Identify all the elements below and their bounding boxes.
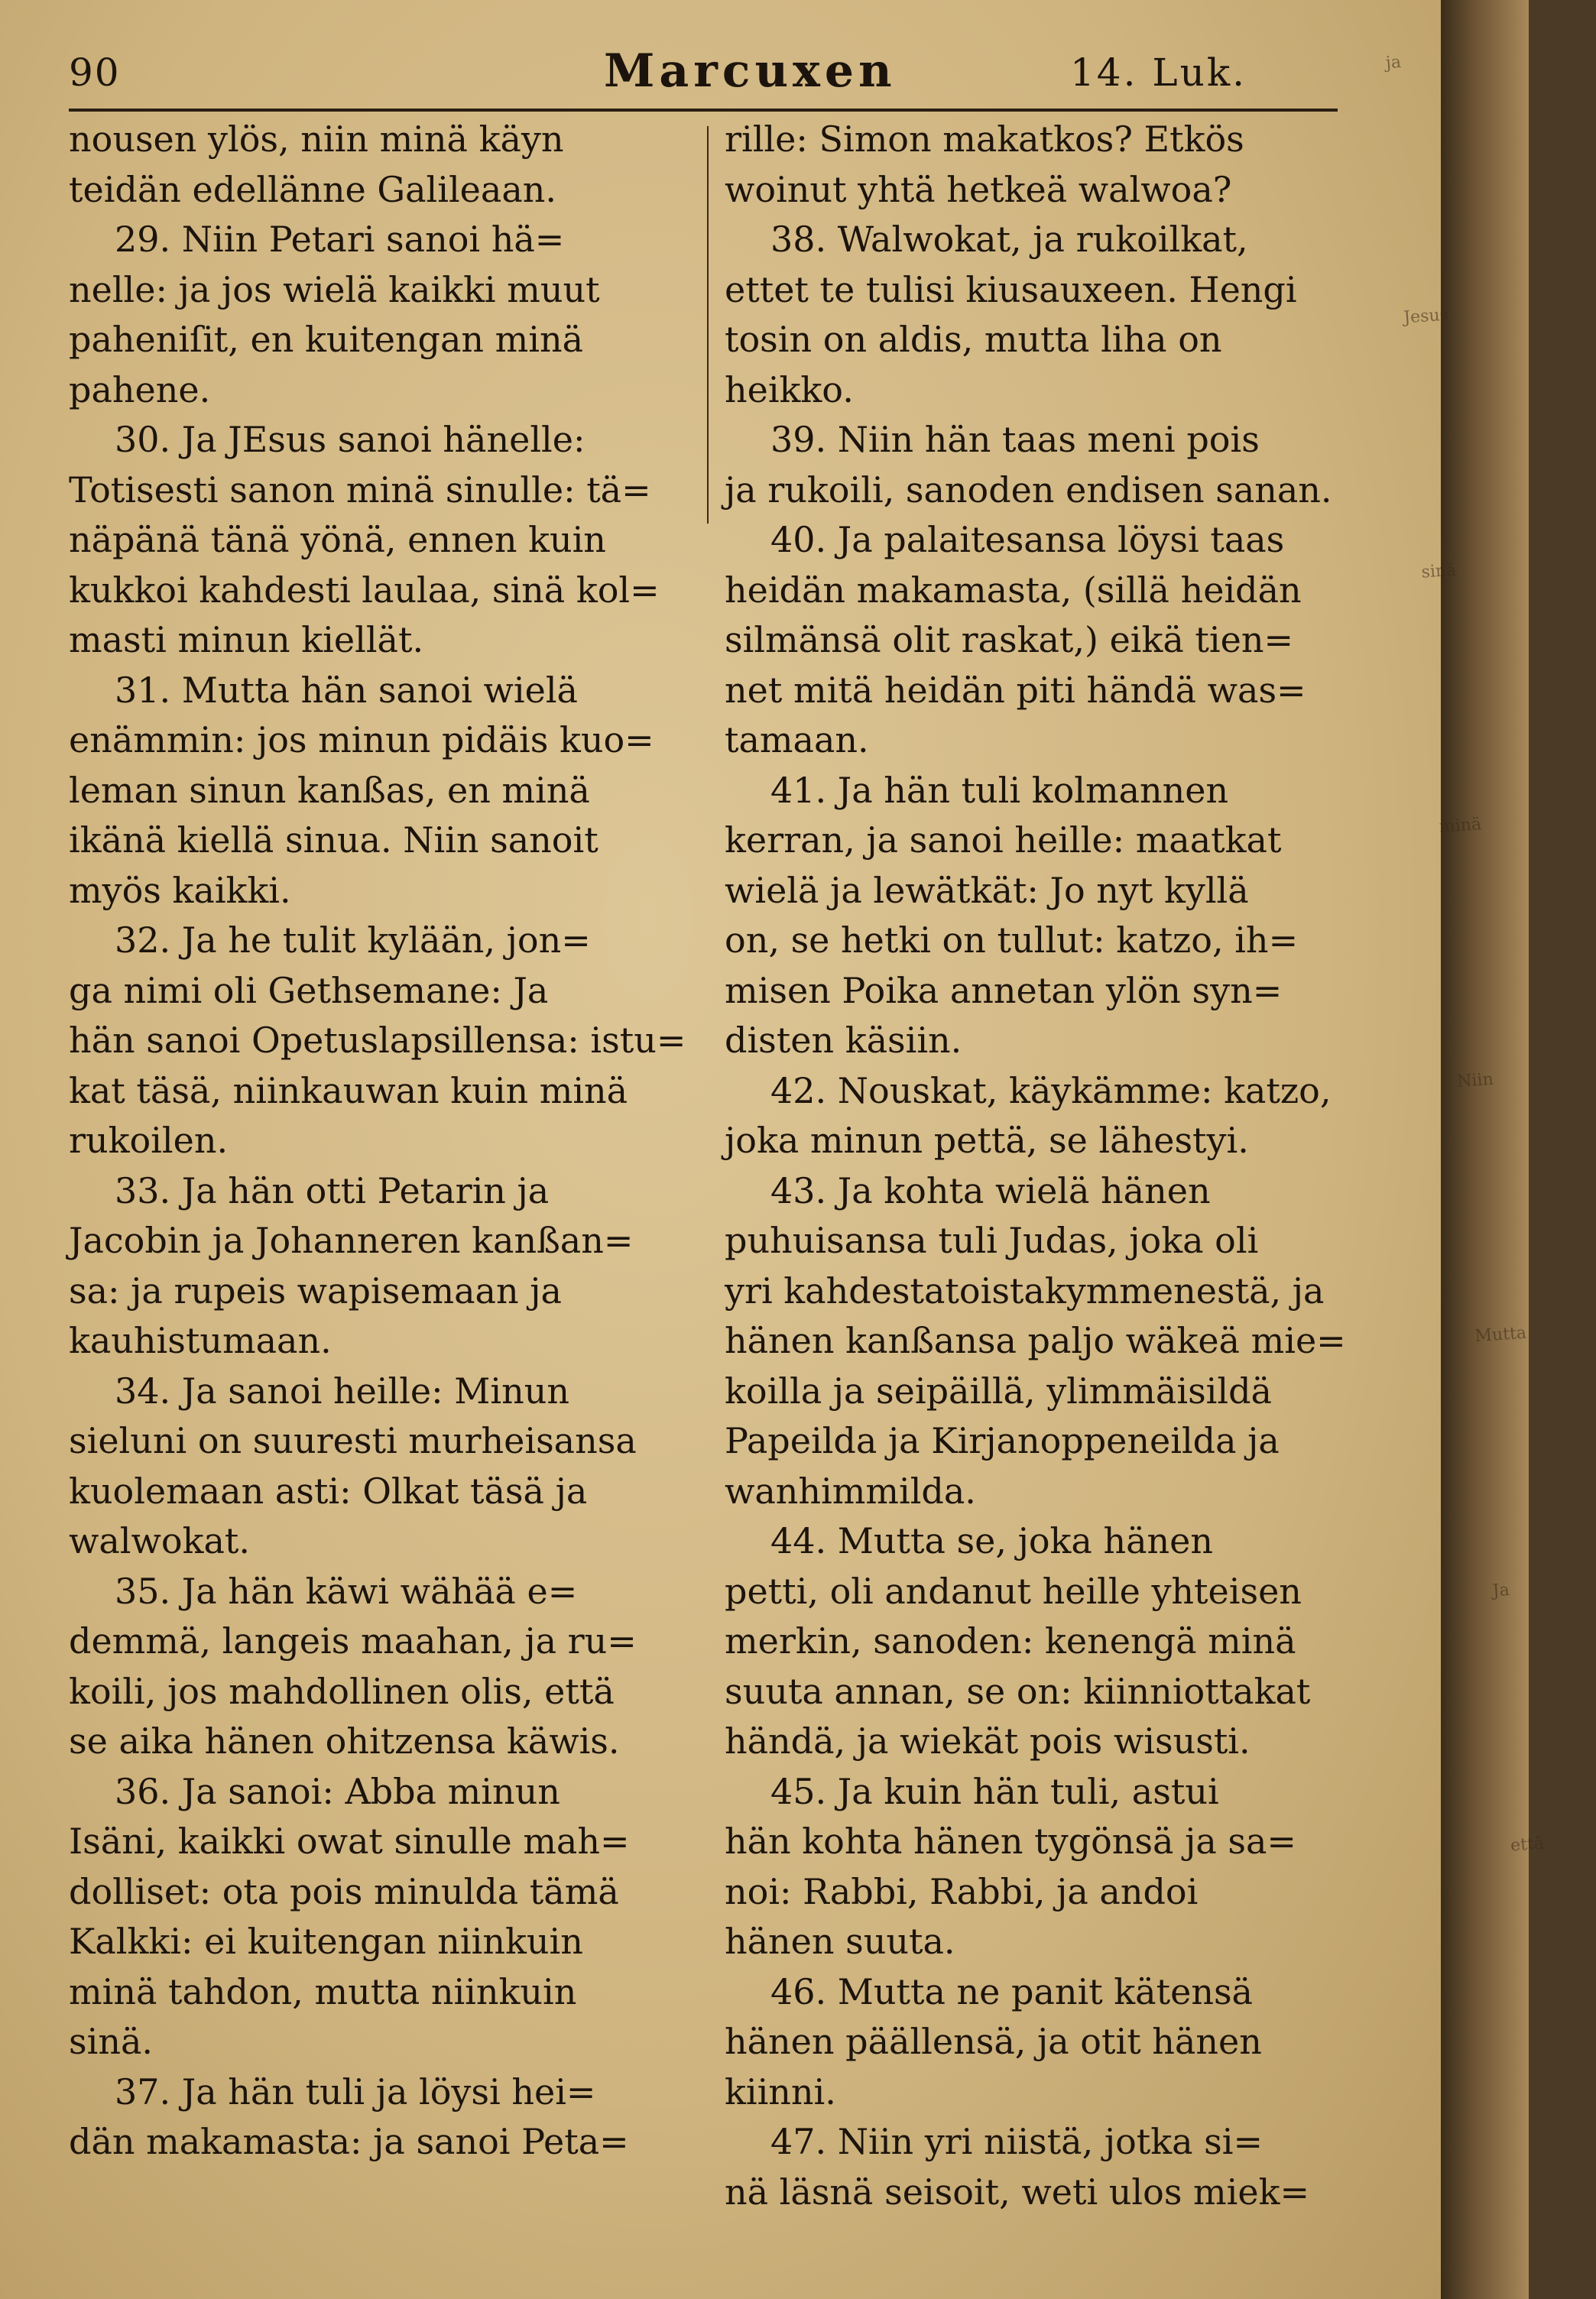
text-line: minä tahdon, mutta niinkuin — [69, 1970, 577, 2012]
text-line: nousen ylös, niin minä käyn — [69, 118, 564, 160]
text-line: suuta annan, se on: kiinniottakat — [725, 1670, 1311, 1712]
text-line: woinut yhtä hetkeä walwoa? — [725, 168, 1232, 210]
text-line: 29. Niin Petari sanoi hä= — [115, 219, 565, 260]
text-line: sinä. — [69, 2021, 153, 2062]
text-line: koili, jos mahdollinen olis, että — [69, 1670, 615, 1712]
text-line: 33. Ja hän otti Petarin ja — [115, 1169, 550, 1211]
text-line: hän sanoi Opetuslapsillensa: istu= — [69, 1020, 686, 1061]
text-line: heikko. — [725, 368, 854, 410]
text-line: merkin, sanoden: kenengä minä — [725, 1620, 1296, 1662]
margin-fragment: Mutta — [1474, 1323, 1527, 1347]
text-line: on, se hetki on tullut: katzo, ih= — [725, 919, 1299, 961]
text-line: Papeilda ja Kirjanoppeneilda ja — [725, 1420, 1280, 1461]
facing-page-edge — [1385, 0, 1545, 2299]
text-line: ja rukoili, sanoden endisen sanan. — [725, 469, 1332, 511]
text-line: enämmin: jos minun pidäis kuo= — [69, 719, 654, 760]
running-title: Marcuxen — [604, 44, 897, 98]
margin-fragment: minä — [1439, 815, 1482, 837]
text-line: se aika hänen ohitzensa käwis. — [69, 1720, 620, 1762]
text-line: kauhistumaan. — [69, 1320, 332, 1361]
header-rule — [69, 109, 1338, 112]
text-line: Isäni, kaikki owat sinulle mah= — [69, 1821, 630, 1862]
text-line: misen Poika annetan ylön syn= — [725, 969, 1283, 1011]
text-line: silmänsä olit raskat,) eikä tien= — [725, 619, 1294, 660]
chapter-reference: 14. Luk. — [1070, 50, 1247, 95]
text-line: 41. Ja hän tuli kolmannen — [770, 769, 1229, 811]
text-line: heidän makamasta, (sillä heidän — [725, 569, 1302, 611]
text-line: 35. Ja hän käwi wähää e= — [115, 1570, 578, 1612]
text-line: walwokat. — [69, 1520, 250, 1561]
margin-fragment: Niin — [1456, 1069, 1494, 1092]
margin-fragment: ja — [1385, 52, 1402, 73]
text-line: 32. Ja he tulit kylään, jon= — [115, 919, 591, 961]
text-line: wielä ja lewätkät: Jo nyt kyllä — [725, 869, 1249, 911]
text-line: hänen kanßansa paljo wäkeä mie= — [725, 1320, 1346, 1361]
text-line: pahene. — [69, 368, 211, 410]
text-line: 37. Ja hän tuli ja löysi hei= — [115, 2070, 596, 2113]
text-line: sa: ja rupeis wapisemaan ja — [69, 1269, 562, 1312]
text-line: 40. Ja palaitesansa löysi taas — [770, 519, 1285, 560]
text-line: leman sinun kanßas, en minä — [69, 769, 590, 811]
text-line: 38. Walwokat, ja rukoilkat, — [770, 219, 1248, 260]
text-line: teidän edellänne Galileaan. — [69, 168, 557, 210]
text-line: hän kohta hänen tygönsä ja sa= — [725, 1821, 1296, 1862]
text-line: petti, oli andanut heille yhteisen — [725, 1570, 1302, 1612]
text-line: 45. Ja kuin hän tuli, astui — [770, 1770, 1219, 1812]
text-line: kat täsä, niinkauwan kuin minä — [69, 1069, 628, 1111]
text-line: 47. Niin yri niistä, jotka si= — [770, 2121, 1264, 2162]
text-line: paheniſit, en kuitengan minä — [69, 319, 584, 360]
text-line: rukoilen. — [69, 1120, 229, 1161]
text-line: näpänä tänä yönä, ennen kuin — [69, 519, 606, 560]
text-line: Kalkki: ei kuitengan niinkuin — [69, 1921, 583, 1962]
text-line: 36. Ja sanoi: Abba minun — [115, 1770, 560, 1812]
text-line: 44. Mutta se, joka hänen — [770, 1520, 1213, 1561]
page-number: 90 — [69, 50, 121, 95]
text-line: masti minun kiellät. — [69, 619, 424, 660]
text-line: kuolemaan asti: Olkat täsä ja — [69, 1470, 588, 1512]
text-line: dän makamasta: ja sanoi Peta= — [69, 2121, 629, 2162]
left-column — [69, 115, 715, 2168]
text-line: dolliset: ota pois minulda tämä — [69, 1870, 619, 1912]
text-line: 42. Nouskat, käykämme: katzo, — [770, 1069, 1332, 1111]
text-line: ikänä kiellä sinua. Niin sanoit — [69, 819, 598, 861]
text-line: kerran, ja sanoi heille: maatkat — [725, 819, 1282, 861]
text-line: ga nimi oli Gethsemane: Ja — [69, 969, 549, 1011]
page-header — [69, 44, 1330, 113]
text-line: Jacobin ja Johanneren kanßan= — [69, 1220, 634, 1261]
text-line: nä läsnä seisoit, weti ulos miek= — [725, 2171, 1310, 2213]
text-line: nelle: ja jos wielä kaikki muut — [69, 268, 600, 310]
text-line: sieluni on suuresti murheisansa — [69, 1420, 637, 1461]
text-line: puhuisansa tuli Judas, joka oli — [725, 1220, 1259, 1261]
text-line: koilla ja seipäillä, ylimmäisildä — [725, 1370, 1272, 1412]
text-line: demmä, langeis maahan, ja ru= — [69, 1620, 637, 1662]
margin-fragment: että — [1510, 1834, 1545, 1856]
right-column — [725, 115, 1351, 2217]
text-line: noi: Rabbi, Rabbi, ja andoi — [725, 1870, 1199, 1912]
text-line: kiinni. — [725, 2070, 836, 2113]
text-line: 46. Mutta ne panit kätensä — [770, 1970, 1253, 2012]
text-line: 30. Ja JEsus sanoi hänelle: — [115, 419, 586, 460]
text-line: hänen suuta. — [725, 1921, 955, 1962]
text-line: 43. Ja kohta wielä hänen — [770, 1169, 1211, 1211]
text-line: rille: Simon makatkos? Etkös — [725, 118, 1244, 160]
margin-fragment: Ja — [1491, 1580, 1510, 1601]
text-line: wanhimmilda. — [725, 1470, 976, 1512]
text-line: joka minun pettä, se lähestyi. — [725, 1120, 1249, 1161]
text-line: net mitä heidän piti händä was= — [725, 669, 1306, 711]
margin-fragment: sinä — [1420, 560, 1458, 582]
margin-fragment: Jesus — [1403, 305, 1449, 328]
text-line: yri kahdestatoistakymmenestä, ja — [725, 1269, 1325, 1312]
text-line: tosin on aldis, mutta liha on — [725, 319, 1222, 360]
text-line: 34. Ja sanoi heille: Minun — [115, 1370, 569, 1412]
text-line: disten käsiin. — [725, 1020, 962, 1061]
text-line: hänen päällensä, ja otit hänen — [725, 2021, 1262, 2062]
text-line: Totisesti sanon minä sinulle: tä= — [69, 469, 651, 511]
text-line: ettet te tulisi kiusauxeen. Hengi — [725, 268, 1297, 310]
text-line: 39. Niin hän taas meni pois — [770, 419, 1260, 460]
text-line: myös kaikki. — [69, 869, 291, 911]
text-line: 31. Mutta hän sanoi wielä — [115, 669, 578, 711]
text-line: tamaan. — [725, 719, 869, 760]
text-line: kukkoi kahdesti laulaa, sinä kol= — [69, 569, 660, 611]
text-line: händä, ja wiekät pois wisusti. — [725, 1720, 1251, 1762]
